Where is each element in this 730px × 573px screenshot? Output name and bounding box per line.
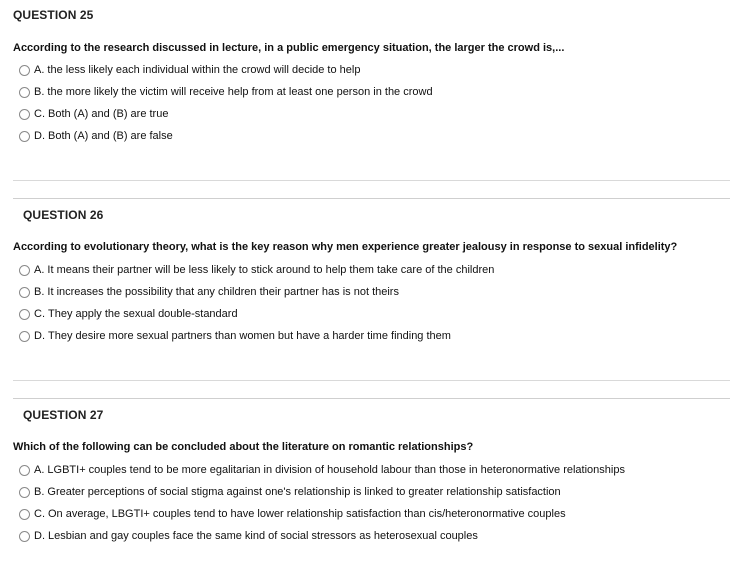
question-27-option-b[interactable]: [19, 481, 625, 503]
radio-button[interactable]: [19, 465, 30, 476]
question-divider: [13, 198, 730, 199]
radio-button[interactable]: [19, 309, 30, 320]
radio-button[interactable]: [19, 265, 30, 276]
radio-button[interactable]: [19, 509, 30, 520]
option-text: They apply the sexual double-standard: [48, 308, 238, 320]
question-25-title: QUESTION 25: [13, 8, 94, 22]
question-divider: [13, 380, 730, 381]
option-text: It increases the possibility that any children their partner has is not theirs: [47, 286, 399, 298]
question-27-option-c[interactable]: [19, 503, 625, 525]
option-text: Greater perceptions of social stigma against one's relationship is linked to greater relationship satisfaction: [47, 486, 561, 498]
option-letter: B.: [34, 86, 45, 98]
option-text: It means their partner will be less likely to stick around to help them take care of the children: [47, 264, 495, 276]
question-27-prompt: Which of the following can be concluded about the literature on romantic relationships?: [13, 441, 474, 453]
question-26-option-b[interactable]: [19, 281, 494, 303]
radio-button[interactable]: [19, 65, 30, 76]
option-letter: B.: [34, 286, 45, 298]
question-26-option-d[interactable]: [19, 325, 494, 347]
question-25-option-c[interactable]: [19, 103, 433, 125]
option-text: the more likely the victim will receive help from at least one person in the crowd: [47, 86, 433, 98]
option-text: the less likely each individual within the crowd will decide to help: [47, 64, 361, 76]
option-letter: D.: [34, 530, 45, 542]
radio-button[interactable]: [19, 109, 30, 120]
option-text: LGBTI+ couples tend to be more egalitarian in division of household labour than those in heteronormative relationships: [47, 464, 625, 476]
question-26-title: QUESTION 26: [23, 208, 104, 222]
option-letter: A.: [34, 464, 45, 476]
option-text: They desire more sexual partners than women but have a harder time finding them: [48, 330, 451, 342]
question-27-option-d[interactable]: [19, 525, 625, 547]
question-divider: [13, 398, 730, 399]
option-text: Lesbian and gay couples face the same kind of social stressors as heterosexual couples: [48, 530, 478, 542]
question-26-prompt: According to evolutionary theory, what is the key reason why men experience greater jealousy in response to sexual infidelity?: [13, 241, 678, 253]
option-text: On average, LBGTI+ couples tend to have lower relationship satisfaction than cis/heteronormative couples: [48, 508, 566, 520]
question-25-option-a[interactable]: [19, 59, 433, 81]
radio-button[interactable]: [19, 87, 30, 98]
question-27-option-a[interactable]: [19, 459, 625, 481]
question-divider: [13, 180, 730, 181]
option-letter: B.: [34, 486, 45, 498]
option-letter: C.: [34, 308, 45, 320]
option-letter: C.: [34, 108, 45, 120]
option-letter: D.: [34, 130, 45, 142]
radio-button[interactable]: [19, 331, 30, 342]
question-27-options: [19, 459, 625, 547]
option-letter: A.: [34, 264, 45, 276]
option-letter: C.: [34, 508, 45, 520]
radio-button[interactable]: [19, 287, 30, 298]
question-26-options: [19, 259, 494, 347]
option-text: Both (A) and (B) are false: [48, 130, 173, 142]
question-26-option-a[interactable]: [19, 259, 494, 281]
radio-button[interactable]: [19, 531, 30, 542]
radio-button[interactable]: [19, 487, 30, 498]
question-25-option-d[interactable]: [19, 125, 433, 147]
question-25-options: [19, 59, 433, 147]
option-letter: A.: [34, 64, 45, 76]
question-27-title: QUESTION 27: [23, 408, 104, 422]
radio-button[interactable]: [19, 131, 30, 142]
question-26-option-c[interactable]: [19, 303, 494, 325]
option-text: Both (A) and (B) are true: [48, 108, 169, 120]
option-letter: D.: [34, 330, 45, 342]
question-25-prompt: According to the research discussed in lecture, in a public emergency situation, the larger the crowd is,...: [13, 42, 565, 54]
question-25-option-b[interactable]: [19, 81, 433, 103]
